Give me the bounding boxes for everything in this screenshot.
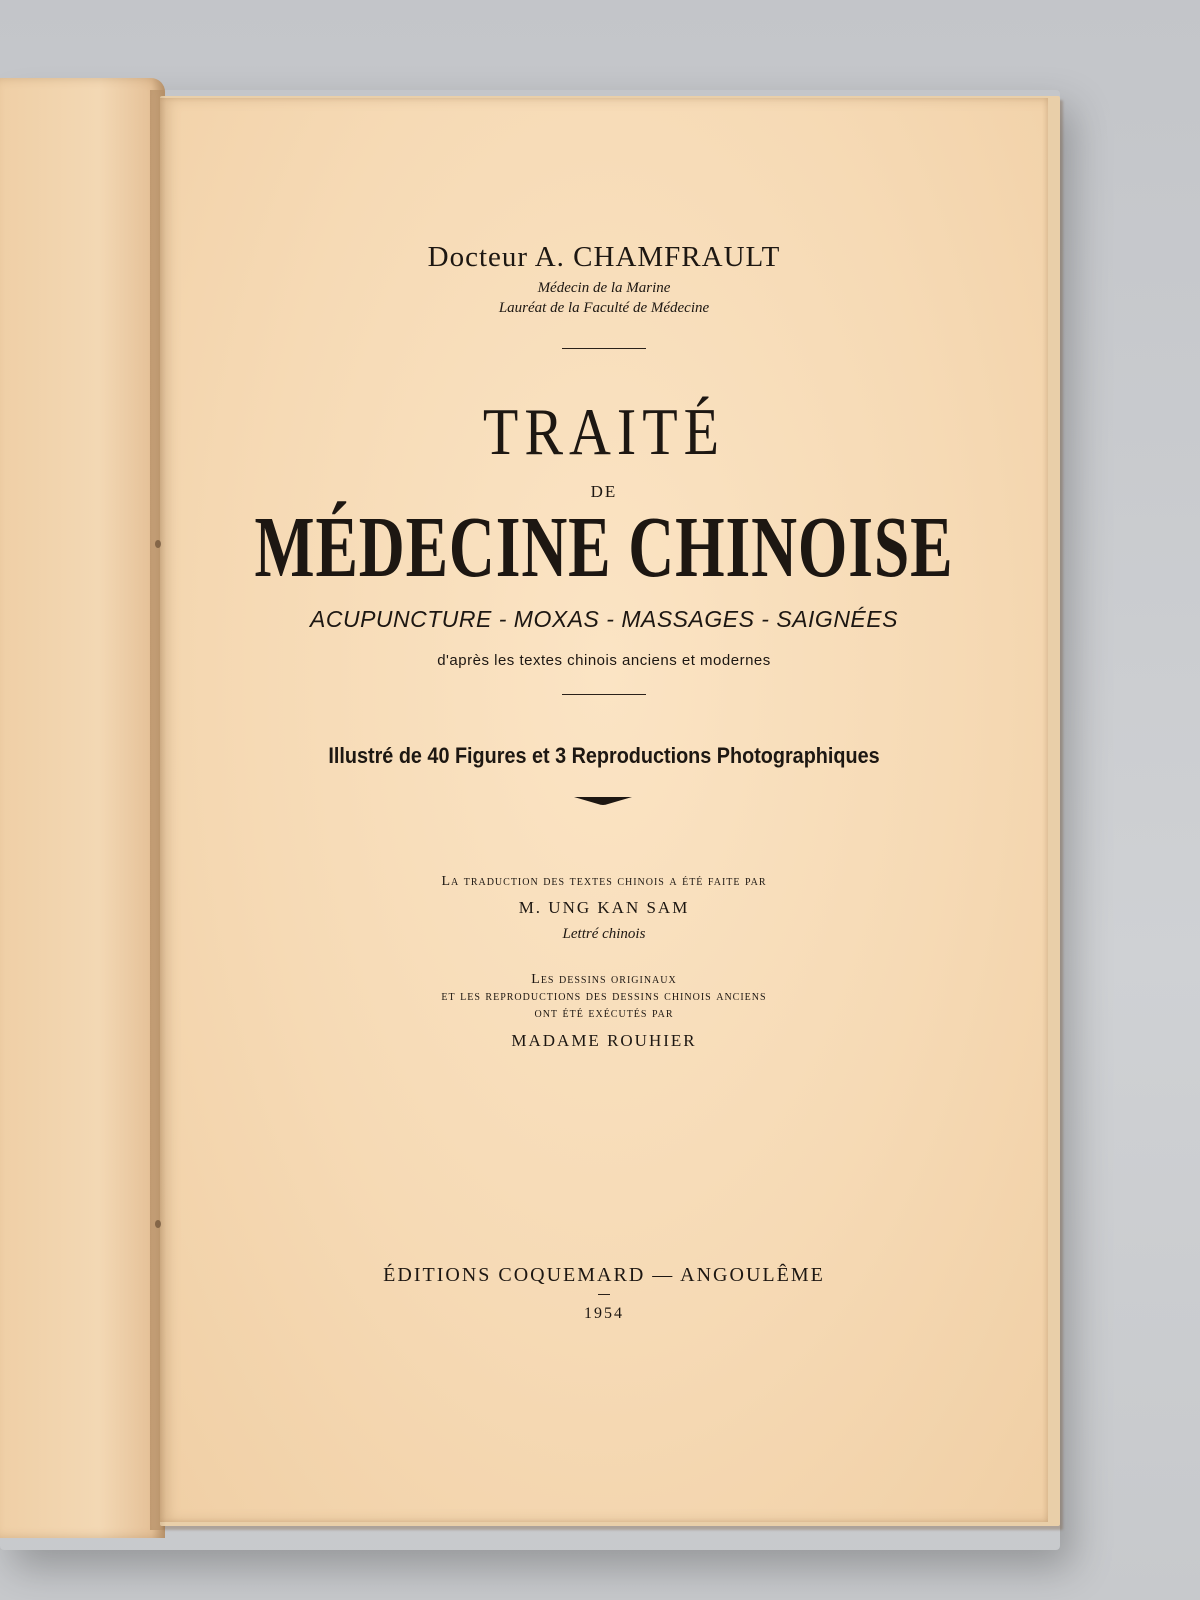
year-bar xyxy=(598,1294,610,1295)
divider-rule xyxy=(562,348,646,349)
translator-role: Lettré chinois xyxy=(562,926,646,942)
subtitle-sources: d'après les textes chinois anciens et modernes xyxy=(437,652,771,669)
drawings-credit: Les dessins originaux xyxy=(531,972,677,987)
title-line-1: TRAITÉ xyxy=(482,394,726,469)
publisher: ÉDITIONS COQUEMARD — ANGOULÊME xyxy=(383,1264,825,1286)
author-name: Docteur A. CHAMFRAULT xyxy=(427,241,781,273)
author-credential: Lauréat de la Faculté de Médecine xyxy=(498,300,710,316)
main-title: MÉDECINE CHINOISE xyxy=(254,499,954,597)
author-credential: Médecin de la Marine xyxy=(537,280,671,296)
subtitle: ACUPUNCTURE - MOXAS - MASSAGES - SAIGNÉES xyxy=(310,606,898,632)
left-page xyxy=(0,78,165,1538)
binding-hole xyxy=(155,1220,161,1228)
drawings-credit: ont été exécutés par xyxy=(534,1006,674,1021)
divider-rule xyxy=(562,694,646,695)
illustrations-note: Illustré de 40 Figures et 3 Reproductions Photographiques xyxy=(328,743,880,768)
drawings-credit: et les reproductions des dessins chinois anciens xyxy=(441,989,767,1004)
title-line-2: DE xyxy=(590,482,618,501)
illustrator-name: MADAME ROUHIER xyxy=(511,1031,697,1050)
publication-year: 1954 xyxy=(584,1305,624,1322)
translation-credit: La traduction des textes chinois a été faite par xyxy=(441,874,767,889)
binding-hole xyxy=(155,540,161,548)
translator-name: M. UNG KAN SAM xyxy=(518,898,690,917)
ornament-icon xyxy=(574,796,632,806)
